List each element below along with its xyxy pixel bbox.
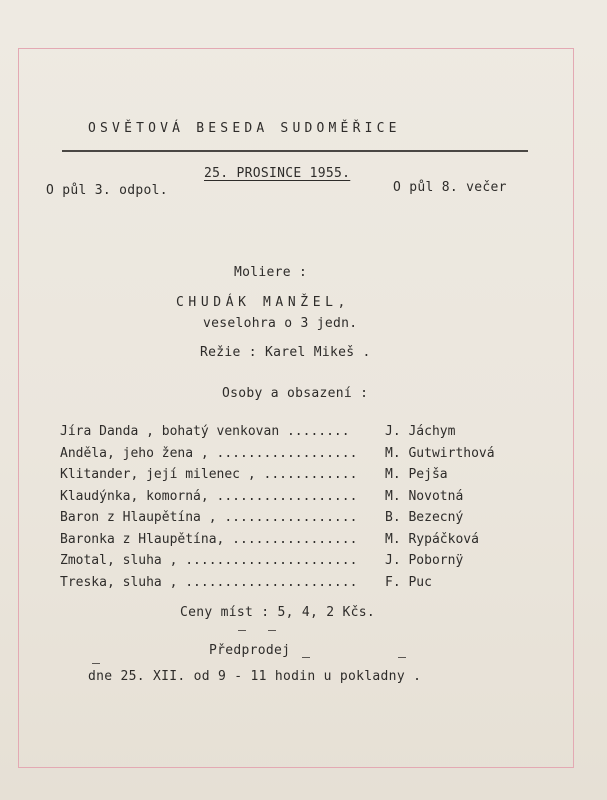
cast-role: Baronka z Hlaupětína, ................ [60, 531, 358, 547]
cast-heading: Osoby a obsazení : [222, 386, 369, 401]
typewriter-mark [92, 663, 100, 664]
play-title: CHUDÁK MANŽEL, [176, 295, 350, 310]
cast-actor: J. Pobornÿ [385, 553, 464, 568]
ticket-prices: Ceny míst : 5, 4, 2 Kčs. [180, 605, 376, 620]
cast-actor: M. Pejša [385, 467, 448, 482]
organization-header: OSVĚTOVÁ BESEDA SUDOMĚŘICE [88, 121, 401, 136]
event-date: 25. PROSINCE 1955. [204, 166, 351, 181]
cast-row [60, 489, 530, 511]
typewriter-mark [238, 630, 246, 631]
cast-role: Baron z Hlaupětína , ................. [60, 510, 358, 525]
presale-label: Předprodej [209, 643, 291, 658]
cast-row [60, 467, 530, 489]
cast-row [60, 446, 530, 468]
cast-role: Klaudýnka, komorná, .................. [60, 488, 358, 504]
cast-row [60, 532, 530, 554]
page-border [18, 48, 574, 768]
cast-row [60, 553, 530, 575]
cast-row [60, 575, 530, 597]
cast-role: Anděla, jeho žena , .................. [60, 445, 358, 461]
evening-time: O půl 8. večer [393, 180, 507, 195]
play-genre: veselohra o 3 jedn. [203, 316, 358, 331]
play-author: Moliere : [234, 265, 308, 280]
presale-info: dne 25. XII. od 9 - 11 hodin u pokladny . [88, 669, 422, 684]
typewriter-mark [268, 630, 276, 631]
typewriter-mark [398, 657, 406, 658]
cast-row [60, 424, 530, 446]
play-director: Režie : Karel Mikeš . [200, 345, 371, 360]
cast-actor: F. Puc [385, 574, 432, 590]
cast-role: Klitander, její milenec , ............ [60, 467, 358, 482]
cast-role: Zmotal, sluha , ...................... [60, 553, 358, 568]
cast-actor: B. Bezecný [385, 510, 464, 525]
cast-actor: J. Jáchym [385, 424, 456, 439]
header-rule [62, 150, 528, 152]
cast-actor: M. Novotná [385, 488, 464, 504]
cast-actor: M. Gutwirthová [385, 445, 495, 461]
cast-row [60, 510, 530, 532]
cast-role: Treska, sluha , ...................... [60, 574, 358, 590]
cast-list [60, 424, 530, 596]
afternoon-time: O půl 3. odpol. [46, 183, 168, 198]
cast-actor: M. Rypáčková [385, 531, 479, 547]
typewriter-mark [302, 657, 310, 658]
cast-role: Jíra Danda , bohatý venkovan ........ [60, 424, 350, 439]
